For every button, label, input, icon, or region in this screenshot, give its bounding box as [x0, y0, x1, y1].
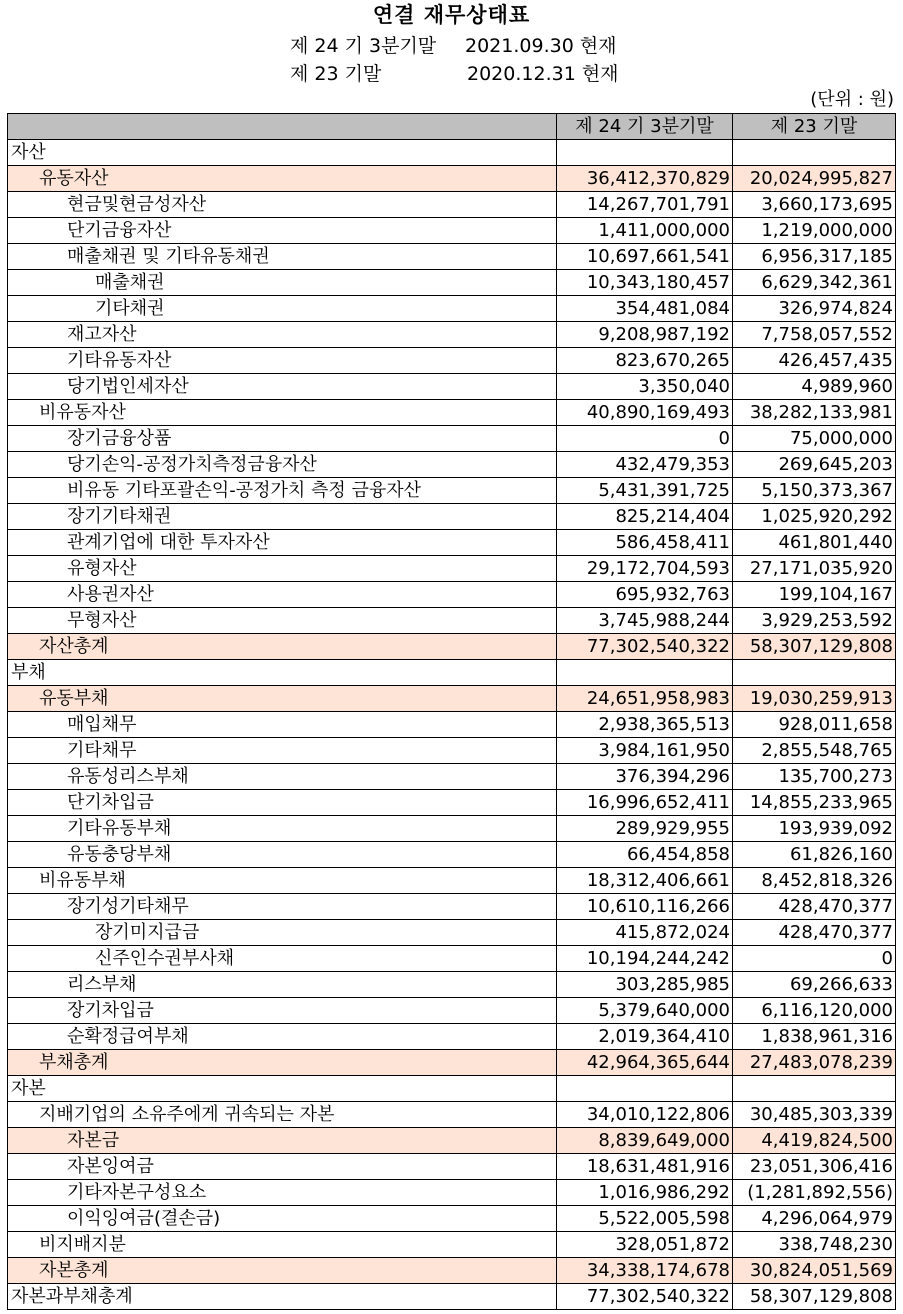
current-period-value: 825,214,404 [557, 504, 733, 530]
current-period-value: 303,285,985 [557, 972, 733, 998]
row-label: 이익잉여금(결손금) [8, 1206, 557, 1232]
row-label: 장기차입금 [8, 998, 557, 1024]
row-label: 유동부채 [8, 686, 557, 712]
period-current [0, 32, 903, 60]
previous-period-value: 7,758,057,552 [733, 322, 896, 348]
previous-period-value [733, 140, 896, 166]
table-row [8, 972, 896, 998]
current-period-value: 10,194,244,242 [557, 946, 733, 972]
table-row [8, 738, 896, 764]
table-row [8, 842, 896, 868]
table-row [8, 322, 896, 348]
previous-period-value: 61,826,160 [733, 842, 896, 868]
table-row [8, 998, 896, 1024]
current-period-value: 0 [557, 426, 733, 452]
previous-period-value: 928,011,658 [733, 712, 896, 738]
previous-period-value: 30,485,303,339 [733, 1102, 896, 1128]
current-period-value: 5,379,640,000 [557, 998, 733, 1024]
row-label: 자산 [8, 140, 557, 166]
previous-period-value: 3,660,173,695 [733, 192, 896, 218]
current-period-value [557, 660, 733, 686]
current-period-value: 10,610,116,266 [557, 894, 733, 920]
table-row [8, 634, 896, 660]
current-period-value: 24,651,958,983 [557, 686, 733, 712]
previous-period-value: 27,171,035,920 [733, 556, 896, 582]
row-label: 자본과부채총계 [8, 1284, 557, 1310]
previous-period-value: 30,824,051,569 [733, 1258, 896, 1284]
current-period-value: 1,411,000,000 [557, 218, 733, 244]
row-label: 리스부채 [8, 972, 557, 998]
header-current-period: 제 24 기 3분기말 [557, 114, 733, 140]
previous-period-value: 461,801,440 [733, 530, 896, 556]
table-row [8, 426, 896, 452]
previous-period-value: 326,974,824 [733, 296, 896, 322]
period-previous-label: 제 23 기말 [290, 63, 382, 85]
row-label: 단기금융자산 [8, 218, 557, 244]
current-period-value [557, 140, 733, 166]
row-label: 비지배지분 [8, 1232, 557, 1258]
row-label: 당기법인세자산 [8, 374, 557, 400]
table-row [8, 1128, 896, 1154]
previous-period-value: 2,855,548,765 [733, 738, 896, 764]
row-label: 유동자산 [8, 166, 557, 192]
table-row [8, 582, 896, 608]
current-period-value: 34,338,174,678 [557, 1258, 733, 1284]
row-label: 부채총계 [8, 1050, 557, 1076]
current-period-value: 36,412,370,829 [557, 166, 733, 192]
table-row [8, 1102, 896, 1128]
current-period-value: 586,458,411 [557, 530, 733, 556]
previous-period-value: 5,150,373,367 [733, 478, 896, 504]
table-row [8, 946, 896, 972]
previous-period-value: 0 [733, 946, 896, 972]
row-label: 지배기업의 소유주에게 귀속되는 자본 [8, 1102, 557, 1128]
current-period-value: 3,984,161,950 [557, 738, 733, 764]
row-label: 자본금 [8, 1128, 557, 1154]
current-period-value: 1,016,986,292 [557, 1180, 733, 1206]
table-row [8, 1206, 896, 1232]
table-row [8, 790, 896, 816]
previous-period-value: 58,307,129,808 [733, 1284, 896, 1310]
table-row [8, 192, 896, 218]
previous-period-value: 193,939,092 [733, 816, 896, 842]
header-previous-period: 제 23 기말 [733, 114, 896, 140]
table-row [8, 166, 896, 192]
row-label: 자본잉여금 [8, 1154, 557, 1180]
previous-period-value: 6,116,120,000 [733, 998, 896, 1024]
table-row [8, 920, 896, 946]
previous-period-value: 1,838,961,316 [733, 1024, 896, 1050]
row-label: 매입채무 [8, 712, 557, 738]
header-item [8, 114, 557, 140]
table-row [8, 1258, 896, 1284]
row-label: 사용권자산 [8, 582, 557, 608]
table-row [8, 660, 896, 686]
current-period-value: 29,172,704,593 [557, 556, 733, 582]
row-label: 장기성기타채무 [8, 894, 557, 920]
row-label: 현금및현금성자산 [8, 192, 557, 218]
previous-period-value: 1,025,920,292 [733, 504, 896, 530]
row-label: 자본총계 [8, 1258, 557, 1284]
previous-period-value: 38,282,133,981 [733, 400, 896, 426]
table-row [8, 1024, 896, 1050]
row-label: 관계기업에 대한 투자자산 [8, 530, 557, 556]
row-label: 재고자산 [8, 322, 557, 348]
previous-period-value: 4,296,064,979 [733, 1206, 896, 1232]
previous-period-value: 27,483,078,239 [733, 1050, 896, 1076]
row-label: 유동충당부채 [8, 842, 557, 868]
row-label: 장기미지급금 [8, 920, 557, 946]
row-label: 자산총계 [8, 634, 557, 660]
previous-period-value: 8,452,818,326 [733, 868, 896, 894]
table-row [8, 452, 896, 478]
previous-period-value: 4,989,960 [733, 374, 896, 400]
current-period-value: 2,019,364,410 [557, 1024, 733, 1050]
table-row [8, 816, 896, 842]
previous-period-value: 269,645,203 [733, 452, 896, 478]
current-period-value: 8,839,649,000 [557, 1128, 733, 1154]
previous-period-value: 199,104,167 [733, 582, 896, 608]
table-row [8, 244, 896, 270]
row-label: 기타채권 [8, 296, 557, 322]
current-period-value: 823,670,265 [557, 348, 733, 374]
current-period-value [557, 1076, 733, 1102]
row-label: 장기기타채권 [8, 504, 557, 530]
previous-period-value: 135,700,273 [733, 764, 896, 790]
period-current-date: 2021.09.30 현재 [465, 35, 617, 57]
period-current-label: 제 24 기 3분기말 [290, 35, 437, 57]
previous-period-value: 20,024,995,827 [733, 166, 896, 192]
current-period-value: 66,454,858 [557, 842, 733, 868]
row-label: 기타유동부채 [8, 816, 557, 842]
row-label: 부채 [8, 660, 557, 686]
current-period-value: 77,302,540,322 [557, 1284, 733, 1310]
previous-period-value: 1,219,000,000 [733, 218, 896, 244]
table-row [8, 712, 896, 738]
current-period-value: 2,938,365,513 [557, 712, 733, 738]
current-period-value: 18,312,406,661 [557, 868, 733, 894]
current-period-value: 14,267,701,791 [557, 192, 733, 218]
row-label: 무형자산 [8, 608, 557, 634]
previous-period-value: 23,051,306,416 [733, 1154, 896, 1180]
current-period-value: 42,964,365,644 [557, 1050, 733, 1076]
current-period-value: 376,394,296 [557, 764, 733, 790]
table-header-row [8, 114, 896, 140]
table-row [8, 894, 896, 920]
previous-period-value: 14,855,233,965 [733, 790, 896, 816]
current-period-value: 10,343,180,457 [557, 270, 733, 296]
table-row [8, 1154, 896, 1180]
previous-period-value [733, 660, 896, 686]
table-row [8, 1180, 896, 1206]
table-row [8, 1232, 896, 1258]
row-label: 장기금융상품 [8, 426, 557, 452]
table-row [8, 1284, 896, 1310]
table-row [8, 1076, 896, 1102]
row-label: 매출채권 및 기타유동채권 [8, 244, 557, 270]
current-period-value: 289,929,955 [557, 816, 733, 842]
table-row [8, 270, 896, 296]
row-label: 순확정급여부채 [8, 1024, 557, 1050]
previous-period-value: 58,307,129,808 [733, 634, 896, 660]
statement-title: 연결 재무상태표 [372, 3, 531, 27]
current-period-value: 16,996,652,411 [557, 790, 733, 816]
table-row [8, 140, 896, 166]
row-label: 유동성리스부채 [8, 764, 557, 790]
current-period-value: 3,350,040 [557, 374, 733, 400]
period-previous [0, 60, 903, 88]
current-period-value: 354,481,084 [557, 296, 733, 322]
current-period-value: 328,051,872 [557, 1232, 733, 1258]
current-period-value: 18,631,481,916 [557, 1154, 733, 1180]
table-row [8, 218, 896, 244]
table-row [8, 374, 896, 400]
current-period-value: 34,010,122,806 [557, 1102, 733, 1128]
balance-sheet-table [7, 113, 896, 1310]
previous-period-value: 6,956,317,185 [733, 244, 896, 270]
previous-period-value [733, 1076, 896, 1102]
table-row [8, 1050, 896, 1076]
row-label: 기타유동자산 [8, 348, 557, 374]
unit-label: (단위 : 원) [810, 89, 894, 110]
row-label: 기타자본구성요소 [8, 1180, 557, 1206]
period-previous-date: 2020.12.31 현재 [467, 63, 619, 85]
current-period-value: 695,932,763 [557, 582, 733, 608]
row-label: 매출채권 [8, 270, 557, 296]
current-period-value: 77,302,540,322 [557, 634, 733, 660]
previous-period-value: (1,281,892,556) [733, 1180, 896, 1206]
row-label: 기타채무 [8, 738, 557, 764]
previous-period-value: 19,030,259,913 [733, 686, 896, 712]
previous-period-value: 75,000,000 [733, 426, 896, 452]
row-label: 자본 [8, 1076, 557, 1102]
previous-period-value: 426,457,435 [733, 348, 896, 374]
row-label: 비유동자산 [8, 400, 557, 426]
previous-period-value: 3,929,253,592 [733, 608, 896, 634]
table-row [8, 504, 896, 530]
previous-period-value: 428,470,377 [733, 894, 896, 920]
current-period-value: 5,431,391,725 [557, 478, 733, 504]
previous-period-value: 338,748,230 [733, 1232, 896, 1258]
table-row [8, 556, 896, 582]
table-row [8, 686, 896, 712]
table-row [8, 530, 896, 556]
row-label: 비유동부채 [8, 868, 557, 894]
table-row [8, 608, 896, 634]
current-period-value: 5,522,005,598 [557, 1206, 733, 1232]
row-label: 당기손익-공정가치측정금융자산 [8, 452, 557, 478]
current-period-value: 432,479,353 [557, 452, 733, 478]
table-row [8, 868, 896, 894]
current-period-value: 3,745,988,244 [557, 608, 733, 634]
previous-period-value: 69,266,633 [733, 972, 896, 998]
row-label: 신주인수권부사채 [8, 946, 557, 972]
table-row [8, 400, 896, 426]
row-label: 유형자산 [8, 556, 557, 582]
row-label: 단기차입금 [8, 790, 557, 816]
table-row [8, 478, 896, 504]
previous-period-value: 428,470,377 [733, 920, 896, 946]
current-period-value: 9,208,987,192 [557, 322, 733, 348]
table-row [8, 296, 896, 322]
previous-period-value: 6,629,342,361 [733, 270, 896, 296]
current-period-value: 10,697,661,541 [557, 244, 733, 270]
row-label: 비유동 기타포괄손익-공정가치 측정 금융자산 [8, 478, 557, 504]
table-row [8, 764, 896, 790]
table-row [8, 348, 896, 374]
current-period-value: 415,872,024 [557, 920, 733, 946]
previous-period-value: 4,419,824,500 [733, 1128, 896, 1154]
current-period-value: 40,890,169,493 [557, 400, 733, 426]
